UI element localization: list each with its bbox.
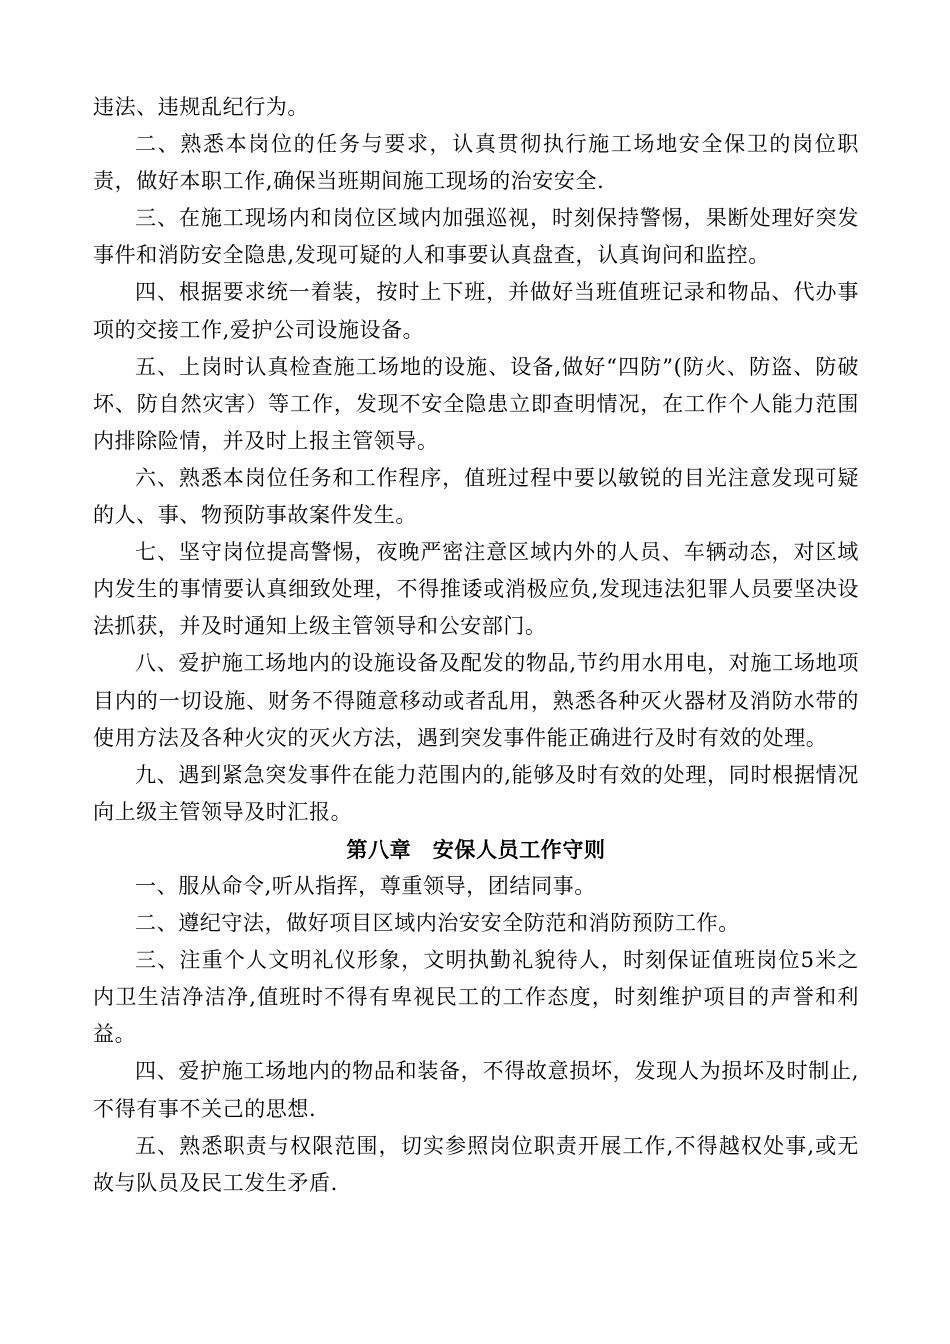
paragraph-continuation: 违法、违规乱纪行为。 — [93, 95, 309, 119]
paragraph-item-8: 八、爱护施工场地内的设施设备及配发的物品,节约用水用电，对施工场地项目内的一切设施、财务不得随意移动或者乱用，熟悉各种灭火器材及消防水带的使用方法及各种火灾的灭火方法，遇到突发事件能正确进行及时有效的处理。 — [93, 651, 859, 750]
rule-item-5: 五、熟悉职责与权限范围，切实参照岗位职责开展工作,不得越权处事,或无故与队员及民工发生矛盾. — [93, 1133, 859, 1195]
paragraph-item-7: 七、坚守岗位提高警惕，夜晚严密注意区域内外的人员、车辆动态，对区域内发生的事情要认真细致处理，不得推诿或消极应负,发现违法犯罪人员要坚决设法抓获，并及时通知上级主管领导和公安部门。 — [93, 540, 859, 639]
paragraph-item-3: 三、在施工现场内和岗位区域内加强巡视，时刻保持警惕，果断处理好突发事件和消防安全隐患,发现可疑的人和事要认真盘查，认真询问和监控。 — [93, 206, 859, 268]
rule-item-4: 四、爱护施工场地内的物品和装备，不得故意损坏，发现人为损坏及时制止,不得有事不关己的思想. — [93, 1059, 859, 1121]
document-body — [93, 89, 859, 1202]
paragraph-item-6: 六、熟悉本岗位任务和工作程序，值班过程中要以敏锐的目光注意发现可疑的人、事、物预防事故案件发生。 — [93, 465, 859, 528]
paragraph-item-2: 二、熟悉本岗位的任务与要求，认真贯彻执行施工场地安全保卫的岗位职责，做好本职工作,确保当班期间施工现场的治安安全. — [93, 132, 859, 194]
rule-item-2: 二、遵纪守法，做好项目区域内治安安全防范和消防预防工作。 — [135, 911, 740, 936]
chapter-heading: 第八章 安保人员工作守则 — [346, 836, 606, 862]
paragraph-item-9: 九、遇到紧急突发事件在能力范围内的,能够及时有效的处理，同时根据情况向上级主管领导及时汇报。 — [93, 762, 859, 824]
rule-item-1: 一、服从命令,听从指挥，尊重领导，团结同事。 — [135, 873, 596, 898]
rule-item-3: 三、注重个人文明礼仪形象，文明执勤礼貌待人，时刻保证值班岗位5米之内卫生洁净洁净,值班时不得有卑视民工的工作态度，时刻维护项目的声誉和利益。 — [93, 948, 859, 1047]
paragraph-item-5: 五、上岗时认真检查施工场地的设施、设备,做好“四防”(防火、防盗、防破坏、防自然灾害）等工作，发现不安全隐患立即查明情况，在工作个人能力范围内排除险情，并及时上报主管领导。 — [93, 354, 859, 453]
paragraph-item-4: 四、根据要求统一着装，按时上下班，并做好当班值班记录和物品、代办事项的交接工作,爱护公司设施设备。 — [93, 280, 859, 342]
